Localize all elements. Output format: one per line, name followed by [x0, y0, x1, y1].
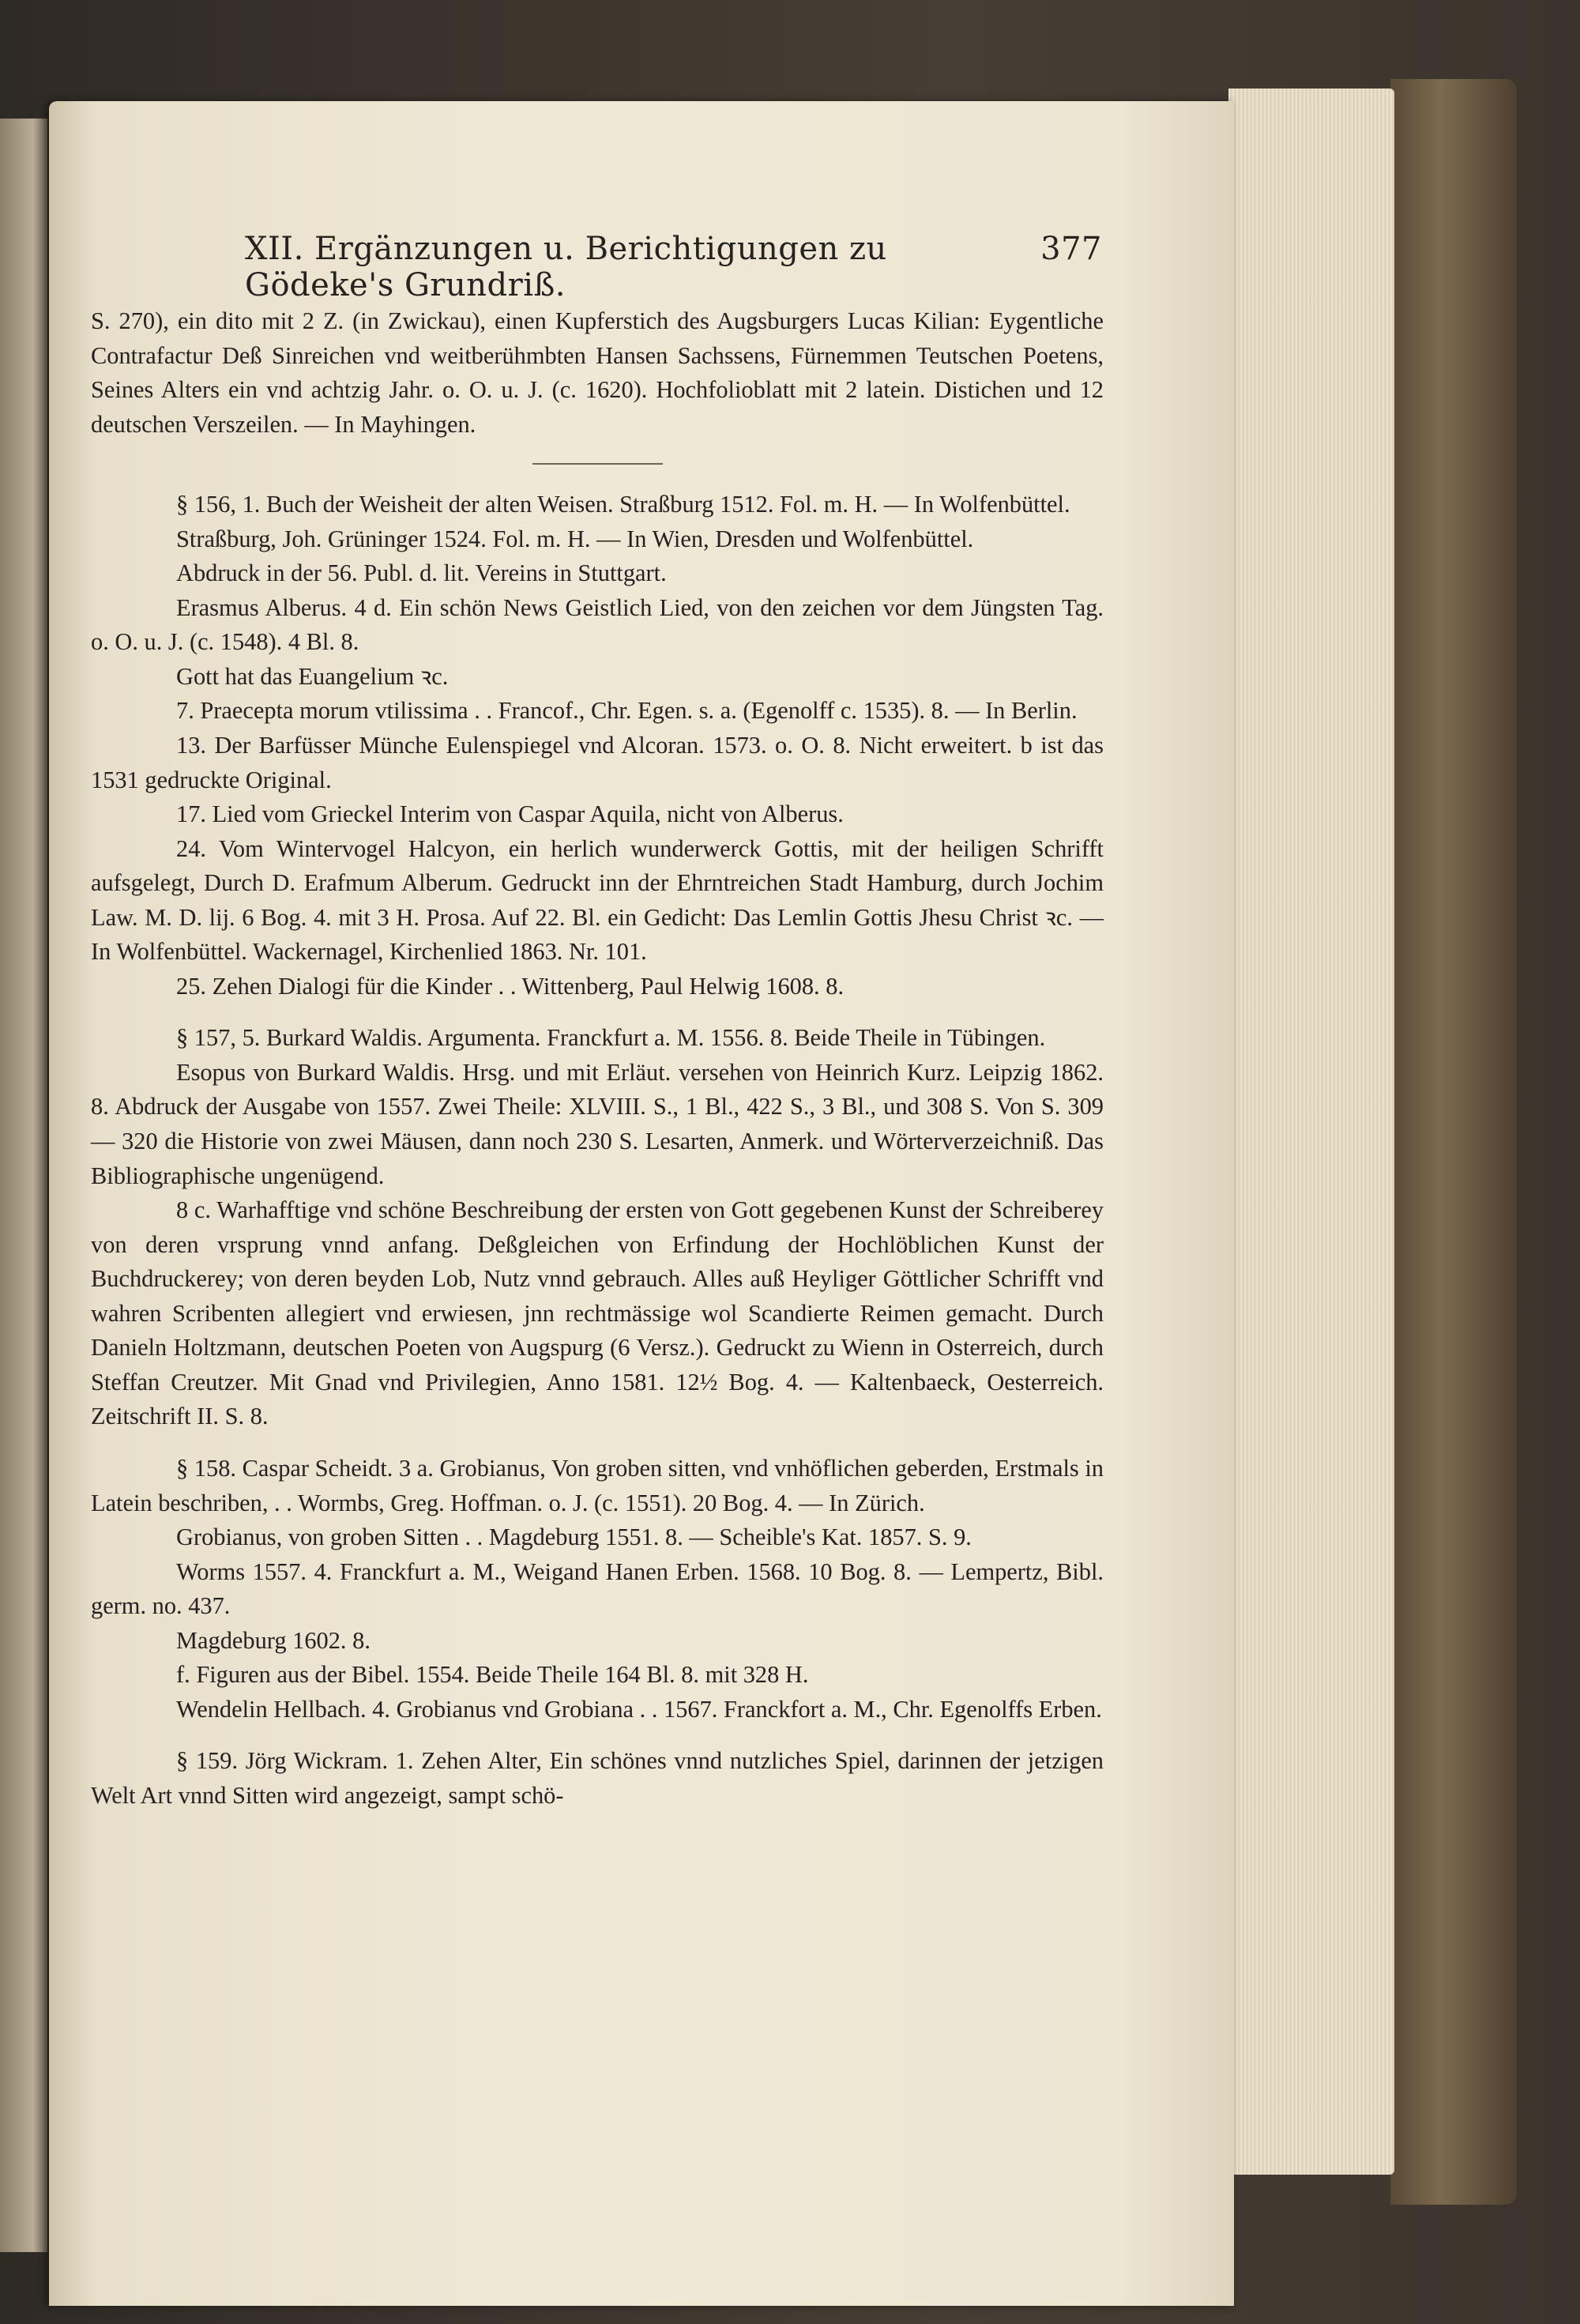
- paragraph: Grobianus, von groben Sitten . . Magdeburg 1551. 8. — Scheible's Kat. 1857. S. 9.: [176, 1524, 972, 1551]
- paragraph: § 159. Jörg Wickram. 1. Zehen Alter, Ein schönes vnnd nutzliches Spiel, darinnen der jetzigen Welt Art vnnd Sitten wird angezeigt, sampt schö-: [91, 1747, 1104, 1809]
- paragraph: Straßburg, Joh. Grüninger 1524. Fol. m. H. — In Wien, Dresden und Wolfenbüttel.: [176, 525, 974, 552]
- paragraph: § 156, 1. Buch der Weisheit der alten Weisen. Straßburg 1512. Fol. m. H. — In Wolfenbüttel.: [176, 491, 1070, 518]
- paragraph: f. Figuren aus der Bibel. 1554. Beide Theile 164 Bl. 8. mit 328 H.: [176, 1661, 809, 1689]
- paragraph: Magdeburg 1602. 8.: [176, 1626, 371, 1654]
- page-number: 377: [1040, 231, 1102, 267]
- paragraph: 25. Zehen Dialogi für die Kinder . . Wittenberg, Paul Helwig 1608. 8.: [176, 972, 845, 1000]
- paragraph: § 157, 5. Burkard Waldis. Argumenta. Franckfurt a. M. 1556. 8. Beide Theile in Tübingen.: [176, 1024, 1046, 1052]
- header-title: XII. Ergänzungen u. Berichtigungen zu Gödeke's Grundriß.: [245, 231, 887, 303]
- book-cover-edge: [1390, 79, 1517, 2205]
- section-divider: [532, 463, 663, 465]
- paragraph: 17. Lied vom Grieckel Interim von Caspar Aquila, nicht von Alberus.: [176, 800, 844, 828]
- paragraph: 8 c. Warhafftige vnd schöne Beschreibung der ersten von Gott gegebenen Kunst der Schreiberey von deren vrsprung vnnd anfang. Deßgleichen von Erfindung der Hochlöblichen Kunst der Buchdruckerey; von deren beyden Lob, Nutz vnnd gebrauch. Alles auß Heyliger Göttlicher Schrifft vnd wahren Scribenten allegiert vnd erwiesen, jnn rechtmässige wol Scandierte Reimen gemacht. Durch Danieln Holtzmann, deutschen Poeten von Augspurg (6 Versz.). Gedruckt zu Wienn in Osterreich, durch Steffan Creutzer. Mit Gnad vnd Privilegien, Anno 1581. 12½ Bog. 4. — Kaltenbaeck, Oesterreich. Zeitschrift II. S. 8.: [91, 1196, 1104, 1430]
- paragraph: Gott hat das Euangelium ꝛc.: [176, 662, 449, 690]
- facing-page-edge: [0, 119, 47, 2252]
- paragraph: 13. Der Barfüsser Münche Eulenspiegel vnd Alcoran. 1573. o. O. 8. Nicht erweitert. b ist das 1531 gedruckte Original.: [91, 732, 1104, 793]
- paragraph: Esopus von Burkard Waldis. Hrsg. und mit Erläut. versehen von Heinrich Kurz. Leipzig 1862. 8. Abdruck der Ausgabe von 1557. Zwei Theile: XLVIII. S., 1 Bl., 422 S., 3 Bl., und 308 S. Von S. 309 — 320 die Historie von zwei Mäusen, dann noch 230 S. Lesarten, Anmerk. und Wörterverzeichniß. Das Bibliographische ungenügend.: [91, 1058, 1104, 1189]
- paragraph: Worms 1557. 4. Franckfurt a. M., Weigand Hanen Erben. 1568. 10 Bog. 8. — Lempertz, Bibl. germ. no. 437.: [91, 1557, 1104, 1620]
- page-block-edge: [1228, 89, 1394, 2175]
- paragraph: 7. Praecepta morum vtilissima . . Francof., Chr. Egen. s. a. (Egenolff c. 1535). 8. — In Berlin.: [176, 697, 1078, 725]
- running-header: [245, 231, 1102, 303]
- body-text: [91, 304, 1104, 1813]
- paragraph: 24. Vom Wintervogel Halcyon, ein herlich wunderwerck Gottis, mit der heiligen Schrifft aufsgelegt, Durch D. Erafmum Alberum. Gedruckt inn der Ehrntreichen Stadt Hamburg, durch Jochim Law. M. D. lij. 6 Bog. 4. mit 3 H. Prosa. Auf 22. Bl. ein Gedicht: Das Lemlin Gottis Jhesu Christ ꝛc. — In Wolfenbüttel. Wackernagel, Kirchenlied 1863. Nr. 101.: [91, 834, 1104, 966]
- paragraph: § 158. Caspar Scheidt. 3 a. Grobianus, Von groben sitten, vnd vnhöflichen geberden, Erstmals in Latein beschriben, . . Wormbs, Greg. Hoffman. o. J. (c. 1551). 20 Bog. 4. — In Zürich.: [91, 1454, 1104, 1516]
- paragraph: Wendelin Hellbach. 4. Grobianus vnd Grobiana . . 1567. Franckfort a. M., Chr. Egenolffs Erben.: [176, 1695, 1102, 1723]
- paragraph: S. 270), ein dito mit 2 Z. (in Zwickau), einen Kupferstich des Augsburgers Lucas Kilian: Eygentliche Contrafactur Deß Sinreichen vnd weitberühmbten Hansen Sachssens, Fürnemmen Teutschen Poetens, Seines Alters ein vnd achtzig Jahr. o. O. u. J. (c. 1620). Hochfolioblatt mit 2 latein. Distichen und 12 deutschen Verszeilen. — In Mayhingen.: [91, 307, 1104, 438]
- paragraph: Abdruck in der 56. Publ. d. lit. Vereins in Stuttgart.: [176, 559, 667, 587]
- paragraph: Erasmus Alberus. 4 d. Ein schön News Geistlich Lied, von den zeichen vor dem Jüngsten Tag. o. O. u. J. (c. 1548). 4 Bl. 8.: [91, 593, 1104, 656]
